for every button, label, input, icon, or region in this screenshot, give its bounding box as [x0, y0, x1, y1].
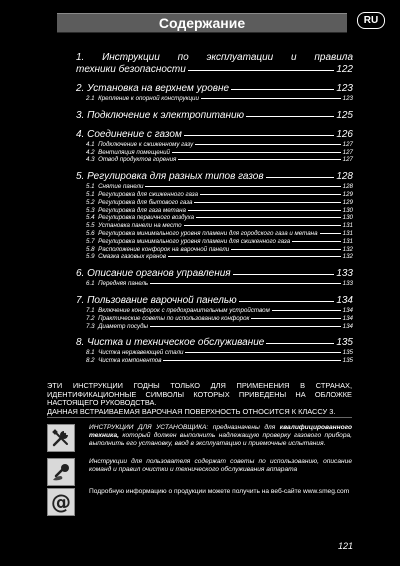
toc-section [76, 337, 353, 365]
leader-line [266, 177, 335, 178]
leader-line [201, 98, 341, 99]
toc-sub-page: 131 [342, 229, 353, 237]
leader-line [150, 283, 340, 284]
toc-sub-page: 135 [342, 349, 353, 357]
toc-sub-page: 123 [342, 95, 353, 102]
leader-line [184, 135, 335, 136]
toc-sub-item: 5.4 Регулировка первичного воздуха 130 [86, 214, 353, 222]
leader-line [200, 194, 341, 195]
toc-section [76, 295, 353, 330]
toc-main-title: 2. Установка на верхнем уровне [76, 83, 230, 94]
toc-page: 128 [336, 171, 353, 183]
toc-sub-item: 7.1 Включение конфорок с предохранительным устройством 134 [86, 306, 353, 314]
leader-line [168, 256, 341, 257]
toc-main-item [76, 268, 353, 280]
toc-sub-page: 134 [342, 306, 353, 314]
toc-section [76, 110, 353, 122]
toc-sub-item: 5.2 Регулировка для бытового газа 129 [86, 198, 353, 206]
notice-countries: ЭТИ ИНСТРУКЦИИ ГОДНЫ ТОЛЬКО ДЛЯ ПРИМЕНЕНИЯ В СТРАНАХ, ИДЕНТИФИКАЦИОННЫЕ СИМВОЛЫ КОТОРЫХ ПРИВЕДЕНЫ НА ОБЛОЖКЕ НАСТОЯЩЕГО РУКОВОДСТВА. [47, 381, 352, 408]
toc-sub-page: 127 [342, 140, 353, 148]
toc-sub-item: 5.5 Установка панели на место 131 [86, 222, 353, 230]
toc-page: 134 [336, 294, 353, 306]
toc-main-item [76, 295, 353, 307]
leader-line [195, 144, 340, 145]
toc-sub-page: 131 [342, 237, 353, 245]
toc-sub-item: 6.1 Передняя панель 133 [86, 280, 353, 288]
toc-main-title: 8. Чистка и техническое обслуживание [76, 337, 265, 349]
toc-main-item [76, 337, 353, 349]
leader-line [194, 202, 340, 203]
toc-main-title-line: 1. Инструкции по эксплуатации и правила [76, 52, 353, 63]
svg-text:@: @ [51, 490, 71, 514]
toc-sub-item: 5.7 Регулировка минимального уровня пламени для сжиженного газа 131 [86, 237, 353, 245]
toc-section [76, 83, 353, 103]
divider [47, 417, 352, 418]
at-sign-icon [47, 488, 75, 516]
toc-main-title: 4. Соединение с газом [76, 128, 182, 140]
leader-line [233, 274, 335, 275]
installer-text: ИНСТРУКЦИИ ДЛЯ УСТАНОВЩИКА: предназначены для квалифицированного техника, который должен выполнить надлежащую проверку газового прибора, выполнить его установку, ввод в эксплуатацию и приемочные испытания. [89, 424, 352, 448]
toc-main-title-cont: техники безопасности [76, 64, 186, 75]
toc-sub-item: 5.1 Регулировка для сжиженного газа 129 [86, 190, 353, 198]
leader-line [251, 318, 340, 319]
toc-sub-page: 131 [342, 222, 353, 230]
leader-line [231, 89, 334, 90]
toc-main-item [76, 129, 353, 141]
leader-line [196, 217, 341, 218]
hand-tool-icon [47, 458, 75, 486]
toc-sub-item: 5.6 Регулировка минимального уровня пламени для городского газа и метана 131 [86, 229, 353, 237]
leader-line [184, 225, 341, 226]
table-of-contents [76, 52, 353, 372]
notice-class: ДАННАЯ ВСТРАИВАЕМАЯ ВАРОЧНАЯ ПОВЕРХНОСТЬ ОТНОСИТСЯ К КЛАССУ 3. [47, 406, 336, 416]
toc-page: 135 [336, 337, 353, 349]
leader-line [188, 70, 335, 71]
language-badge: RU [357, 12, 385, 29]
toc-page: 126 [336, 128, 353, 140]
leader-line [185, 352, 340, 353]
toc-sub-page: 132 [342, 245, 353, 253]
toc-section [76, 129, 353, 164]
leader-line [188, 210, 341, 211]
leader-line [172, 152, 341, 153]
page-number: 121 [338, 541, 354, 551]
toc-sub-item: 4.2 Вентиляция помещений 127 [86, 148, 353, 156]
toc-sub-item: 5.9 Смазка газовых кранов 132 [86, 253, 353, 261]
toc-main-title: 5. Регулировка для разных типов газов [76, 171, 264, 183]
leader-line [145, 186, 340, 187]
leader-line [163, 360, 340, 361]
page-header [57, 13, 347, 33]
toc-sub-item: 7.2 Практические советы по использованию конфорок 134 [86, 314, 353, 322]
toc-main-item [76, 83, 353, 95]
toc-section [76, 268, 353, 288]
toc-sub-item: 2.1 Крепление к опорной конструкции 123 [86, 95, 353, 102]
toc-sub-page: 134 [342, 314, 353, 322]
toc-sub-item: 8.2 Чистка компонентов 135 [86, 357, 353, 365]
toc-main-title: 7. Пользование варочной панелью [76, 294, 237, 306]
toc-sub-item: 4.3 Отвод продуктов горения 127 [86, 156, 353, 164]
toc-sub-item: 5.1 Снятие панели 128 [86, 183, 353, 191]
page-title: Содержание [158, 15, 246, 31]
toc-main-item [76, 110, 353, 122]
leader-line [272, 310, 341, 311]
toc-section [76, 52, 353, 76]
toc-sub-item: 8.1 Чистка нержавеющей стали 135 [86, 349, 353, 357]
toc-page: 133 [336, 268, 353, 280]
toc-main-item [76, 52, 353, 76]
toc-sub-page: 127 [342, 156, 353, 164]
leader-line [266, 343, 334, 344]
leader-line [150, 326, 341, 327]
user-info [47, 458, 352, 486]
toc-sub-item: 7.3 Диаметр посуды 134 [86, 322, 353, 330]
toc-sub-page: 129 [342, 190, 353, 198]
toc-page: 122 [336, 64, 353, 75]
toc-sub-page: 132 [342, 253, 353, 261]
notice-block [47, 382, 352, 416]
toc-sub-page: 129 [342, 198, 353, 206]
web-info [47, 488, 352, 516]
leader-line [246, 116, 334, 117]
toc-sub-page: 127 [342, 148, 353, 156]
toc-main-title: 6. Описание органов управления [76, 268, 231, 280]
leader-line [178, 159, 340, 160]
leader-line [239, 301, 335, 302]
toc-sub-page: 130 [342, 206, 353, 214]
leader-line [320, 233, 341, 234]
toc-sub-page: 130 [342, 214, 353, 222]
toc-main-title: 3. Подключение к электропитанию [76, 109, 245, 121]
tools-icon [47, 424, 75, 452]
leader-line [231, 249, 340, 250]
toc-sub-page: 133 [342, 280, 353, 288]
toc-sub-page: 135 [342, 357, 353, 365]
web-text: Подробную информацию о продукции можете получить на веб-сайте www.smeg.com [89, 488, 350, 495]
toc-page: 125 [336, 109, 353, 121]
toc-main-item [76, 171, 353, 183]
toc-section [76, 171, 353, 261]
toc-sub-item: 4.1 Подключение к сжиженному газу 127 [86, 140, 353, 148]
toc-sub-page: 128 [342, 183, 353, 191]
installer-info [47, 424, 352, 452]
toc-sub-item: 5.3 Регулировка для газа метана 130 [86, 206, 353, 214]
leader-line [292, 241, 341, 242]
toc-sub-item: 5.8 Расположение конфорок на варочной панели 132 [86, 245, 353, 253]
toc-sub-page: 134 [342, 322, 353, 330]
toc-page: 123 [336, 83, 353, 94]
user-text: Инструкции для пользователя содержат советы по использованию, описание команд и правил очистки и технического обслуживания аппарата [89, 458, 352, 474]
